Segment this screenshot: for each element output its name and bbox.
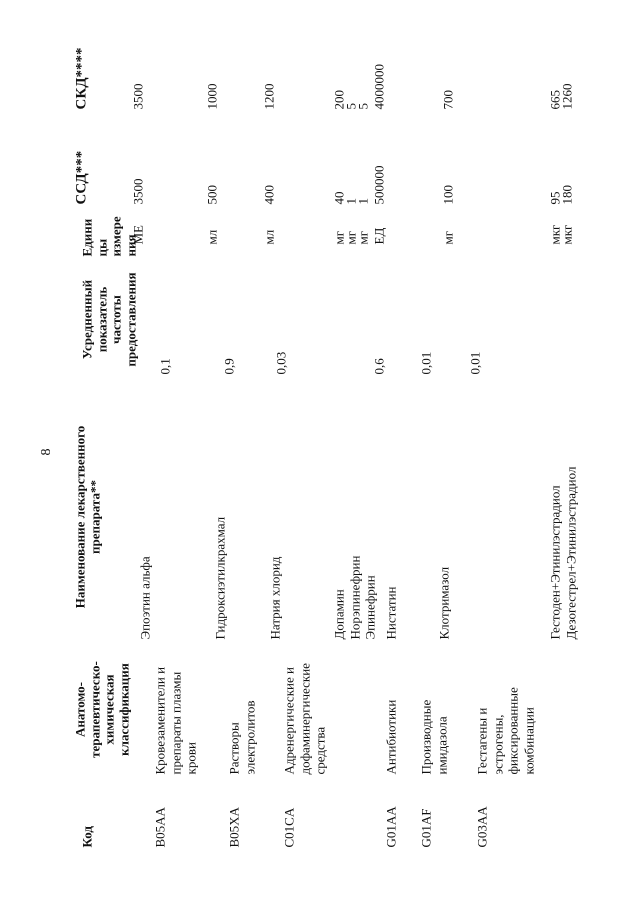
drug-line: Дезогестрел+Этинилэстрадиол bbox=[563, 466, 578, 640]
header-frequency-line: Усредненный bbox=[79, 279, 95, 360]
frequency-cell: 0,01 bbox=[467, 351, 483, 375]
drug-table bbox=[1, 0, 640, 905]
frequency-cell: 0,6 bbox=[371, 358, 387, 375]
drug-cell: Натрия хлорид bbox=[267, 556, 283, 640]
frequency-cell: 0,01 bbox=[418, 351, 434, 375]
unit-value: мг bbox=[331, 230, 347, 245]
atc-line: препараты плазмы bbox=[168, 671, 183, 775]
unit-value: мг bbox=[343, 230, 359, 245]
drug-cell bbox=[548, 467, 579, 640]
atc-line: фиксированные bbox=[505, 687, 521, 775]
skd-value: 665 bbox=[547, 90, 563, 110]
header-frequency-line: частоты bbox=[108, 295, 124, 344]
atc-line: Растворы bbox=[226, 722, 242, 775]
header-atc-line: Анатомо- bbox=[72, 681, 88, 738]
skd-value: 200 bbox=[331, 90, 347, 110]
ssd-cell: 400 bbox=[261, 185, 277, 205]
skd-value: 5 bbox=[355, 103, 371, 110]
unit-value: мг bbox=[355, 230, 371, 245]
atc-line: комбинации bbox=[521, 707, 536, 775]
header-unit-line: ния bbox=[123, 234, 138, 257]
ssd-cell: 3500 bbox=[130, 178, 146, 205]
drug-cell: Эпоэтин альфа bbox=[137, 556, 153, 640]
header-frequency-line: показатель bbox=[94, 286, 109, 353]
atc-line: Антибиотики bbox=[383, 699, 399, 775]
header-atc-line: терапевтическо- bbox=[87, 661, 102, 758]
header-atc-classification bbox=[74, 645, 132, 775]
unit-value: мкг bbox=[559, 224, 575, 245]
drug-line: Норэпинефрин bbox=[347, 555, 362, 640]
header-drug-line: Наименование лекарственного bbox=[72, 425, 88, 609]
header-ssd: ССД*** bbox=[73, 150, 90, 205]
ssd-value: 1 bbox=[343, 198, 359, 205]
skd-cell bbox=[547, 83, 575, 110]
code-cell: G01AF bbox=[418, 808, 434, 848]
atc-line: эстрогены, bbox=[490, 714, 505, 775]
page-number: 8 bbox=[39, 448, 54, 456]
skd-cell: 3500 bbox=[130, 83, 146, 110]
atc-cell bbox=[227, 700, 258, 774]
header-atc-line: химическая bbox=[101, 674, 117, 745]
drug-cell bbox=[332, 556, 379, 640]
skd-cell bbox=[331, 90, 371, 110]
atc-line: Гестагены и bbox=[474, 707, 490, 775]
atc-line: имидазола bbox=[434, 716, 449, 775]
atc-line: средства bbox=[312, 726, 328, 775]
ssd-cell bbox=[547, 185, 575, 205]
atc-cell bbox=[419, 700, 450, 775]
header-drug-line: препарата** bbox=[87, 480, 102, 554]
code-cell: B05AA bbox=[152, 807, 168, 848]
unit-cell: мл bbox=[261, 229, 277, 245]
header-unit-line: цы bbox=[94, 238, 109, 257]
skd-cell: 4000000 bbox=[371, 64, 387, 110]
drug-line: Эпинефрин bbox=[362, 575, 378, 640]
atc-cell bbox=[475, 687, 537, 774]
atc-line: крови bbox=[183, 742, 199, 775]
atc-line: Кровезаменители и bbox=[152, 666, 168, 775]
header-frequency-line: предоставления bbox=[123, 272, 138, 367]
header-unit-line: измере bbox=[108, 216, 124, 257]
header-drug-name bbox=[74, 395, 103, 640]
ssd-cell: 500 bbox=[204, 185, 220, 205]
unit-cell: ЕД bbox=[371, 227, 387, 245]
header-frequency bbox=[81, 265, 139, 375]
ssd-cell: 100 bbox=[440, 185, 456, 205]
frequency-cell: 0,03 bbox=[273, 351, 289, 375]
header-skd: СКД**** bbox=[73, 47, 90, 110]
atc-cell bbox=[384, 700, 400, 775]
unit-cell: МЕ bbox=[130, 225, 146, 245]
drug-line: Гестоден+Этинилэстрадиол bbox=[547, 485, 563, 640]
code-cell: C01CA bbox=[281, 807, 297, 848]
atc-cell bbox=[153, 667, 200, 775]
atc-line: Производные bbox=[418, 699, 434, 775]
frequency-cell: 0,9 bbox=[221, 358, 237, 375]
drug-cell: Клотримазол bbox=[436, 566, 452, 640]
atc-cell bbox=[282, 663, 329, 774]
unit-cell: мг bbox=[440, 230, 456, 245]
unit-cell bbox=[331, 230, 371, 245]
code-cell: B05XA bbox=[226, 807, 242, 848]
atc-line: электролитов bbox=[242, 700, 257, 775]
header-atc-line: классификация bbox=[116, 663, 131, 756]
header-code: Код bbox=[79, 826, 95, 848]
ssd-cell bbox=[331, 191, 371, 205]
unit-value: мкг bbox=[547, 224, 563, 245]
drug-cell: Гидроксиэтилкрахмал bbox=[212, 516, 228, 640]
skd-value: 1260 bbox=[559, 83, 575, 110]
skd-cell: 1000 bbox=[204, 83, 220, 110]
code-cell: G01AA bbox=[383, 806, 399, 848]
ssd-value: 1 bbox=[355, 198, 371, 205]
atc-line: Адренергические и bbox=[281, 667, 297, 775]
ssd-value: 95 bbox=[547, 191, 563, 205]
skd-cell: 1200 bbox=[261, 83, 277, 110]
ssd-value: 180 bbox=[559, 185, 575, 205]
unit-cell bbox=[547, 224, 575, 245]
skd-cell: 700 bbox=[440, 90, 456, 110]
code-cell: G03AA bbox=[474, 806, 490, 848]
ssd-cell: 500000 bbox=[371, 165, 387, 205]
frequency-cell: 0,1 bbox=[157, 358, 173, 375]
atc-line: дофаминергические bbox=[297, 663, 312, 775]
header-unit-line: Едини bbox=[79, 218, 95, 257]
drug-cell: Нистатин bbox=[383, 586, 399, 640]
drug-line: Допамин bbox=[331, 589, 347, 640]
skd-value: 5 bbox=[343, 103, 359, 110]
ssd-value: 40 bbox=[331, 191, 347, 205]
unit-cell: мл bbox=[204, 229, 220, 245]
